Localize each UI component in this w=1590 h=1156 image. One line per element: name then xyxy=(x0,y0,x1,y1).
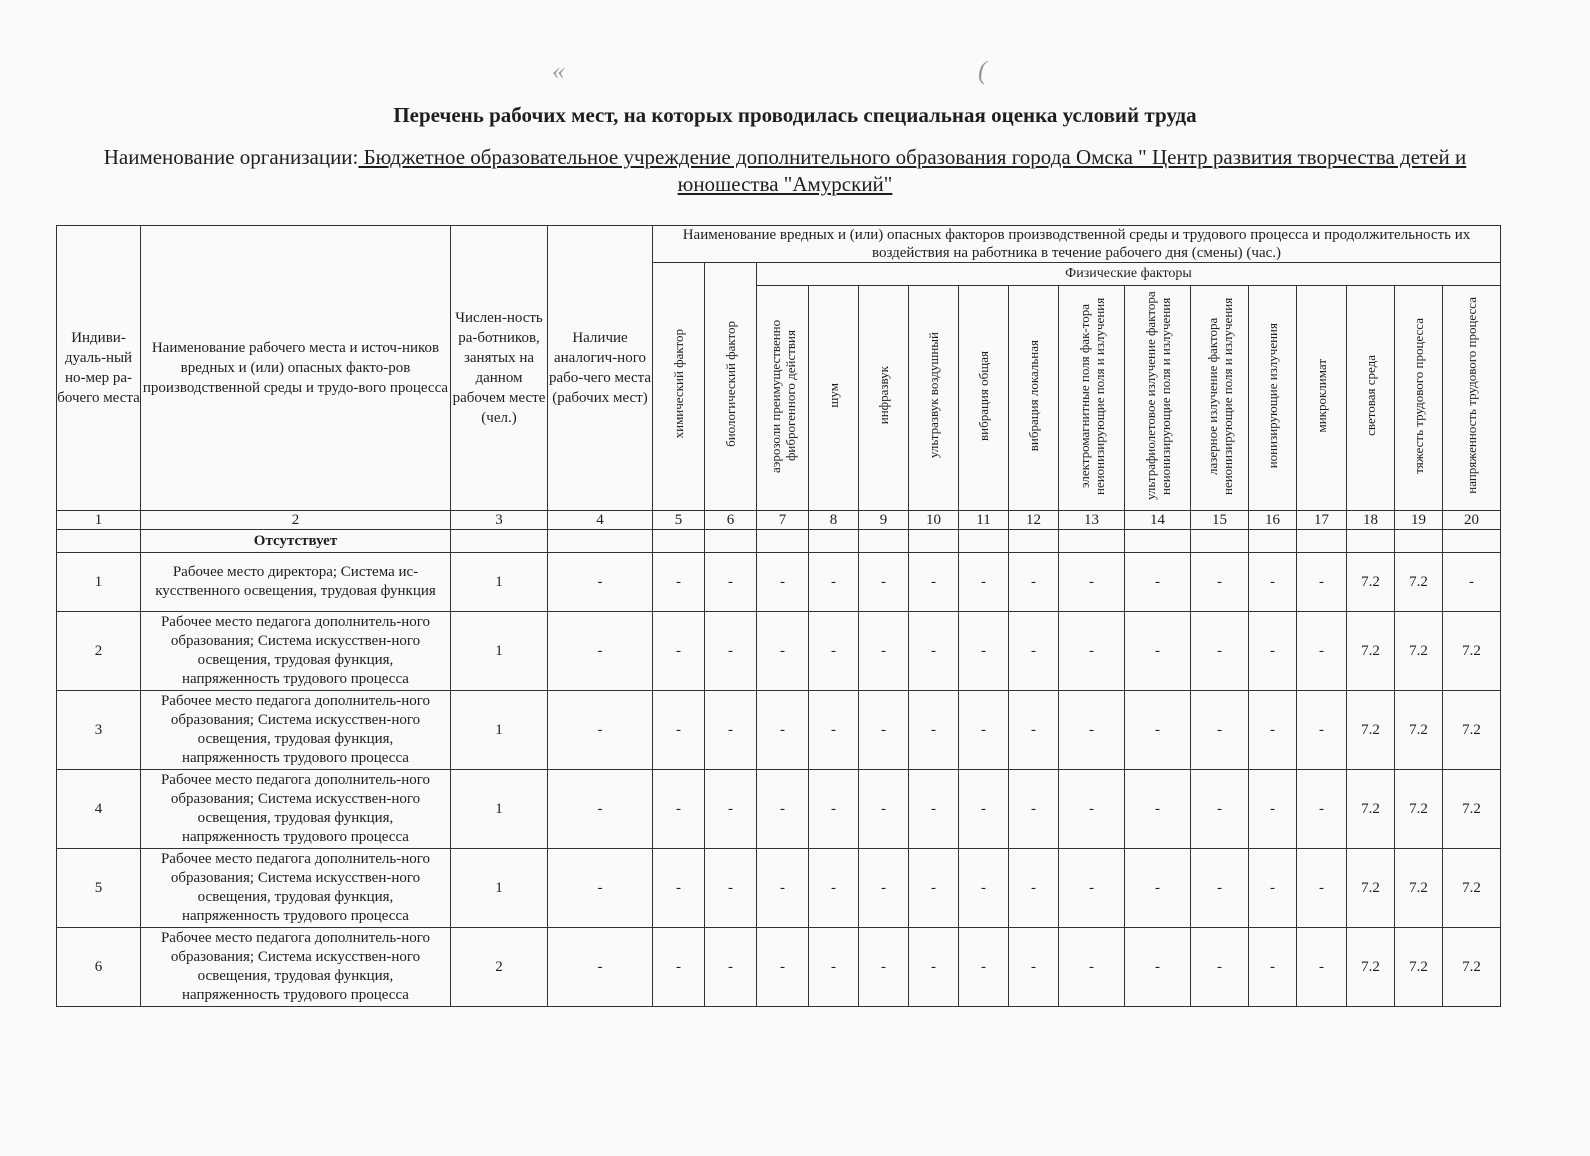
analog-workplace: - xyxy=(548,553,653,612)
factor-value-6: - xyxy=(705,691,757,770)
factor-value-17: - xyxy=(1297,612,1347,691)
workplace-number: 5 xyxy=(57,849,141,928)
factor-value-14: - xyxy=(1125,770,1191,849)
header-factor-8: шум xyxy=(809,286,859,511)
factor-value-20: - xyxy=(1443,553,1501,612)
header-physical-factors: Физические факторы xyxy=(757,263,1501,286)
factor-value-11: - xyxy=(959,770,1009,849)
factor-value-5: - xyxy=(653,849,705,928)
factor-value-6: - xyxy=(705,612,757,691)
factor-value-7: - xyxy=(757,770,809,849)
factor-value-9: - xyxy=(859,691,909,770)
factor-value-19: 7.2 xyxy=(1395,770,1443,849)
column-number: 18 xyxy=(1347,511,1395,530)
employee-count: 1 xyxy=(451,691,548,770)
factor-value-18: 7.2 xyxy=(1347,612,1395,691)
factor-value-13: - xyxy=(1059,612,1125,691)
factor-value-20: 7.2 xyxy=(1443,770,1501,849)
factor-value-16: - xyxy=(1249,553,1297,612)
scan-mark-left: « xyxy=(552,56,565,85)
factor-value-13: - xyxy=(1059,849,1125,928)
factor-value-8: - xyxy=(809,553,859,612)
factor-value-10: - xyxy=(909,691,959,770)
workplace-name: Рабочее место педагога дополнитель-ного образования; Система искусствен-ного освещения, трудовая функция, напряженность трудового процесса xyxy=(141,770,451,849)
factor-value-14: - xyxy=(1125,612,1191,691)
factor-value-7: - xyxy=(757,928,809,1007)
factor-value-10: - xyxy=(909,849,959,928)
employee-count: 1 xyxy=(451,553,548,612)
header-factor-6: биологический фактор xyxy=(705,263,757,511)
factor-value-10: - xyxy=(909,770,959,849)
factor-value-20: 7.2 xyxy=(1443,612,1501,691)
factor-value-5: - xyxy=(653,928,705,1007)
column-number: 1 xyxy=(57,511,141,530)
employee-count: 2 xyxy=(451,928,548,1007)
factor-value-14: - xyxy=(1125,691,1191,770)
factor-value-6: - xyxy=(705,928,757,1007)
column-number: 5 xyxy=(653,511,705,530)
factor-value-16: - xyxy=(1249,691,1297,770)
factor-value-11: - xyxy=(959,553,1009,612)
factor-value-18: 7.2 xyxy=(1347,770,1395,849)
factor-value-16: - xyxy=(1249,770,1297,849)
factor-value-17: - xyxy=(1297,553,1347,612)
workplace-number: 6 xyxy=(57,928,141,1007)
factor-value-18: 7.2 xyxy=(1347,553,1395,612)
column-number: 9 xyxy=(859,511,909,530)
employee-count: 1 xyxy=(451,849,548,928)
factor-value-14: - xyxy=(1125,553,1191,612)
workplace-name: Рабочее место педагога дополнитель-ного образования; Система искусствен-ного освещения, трудовая функция, напряженность трудового процесса xyxy=(141,691,451,770)
factor-value-11: - xyxy=(959,691,1009,770)
workplace-number: 4 xyxy=(57,770,141,849)
factor-value-8: - xyxy=(809,691,859,770)
factor-value-19: 7.2 xyxy=(1395,928,1443,1007)
factor-value-19: 7.2 xyxy=(1395,849,1443,928)
factor-value-19: 7.2 xyxy=(1395,691,1443,770)
column-number: 16 xyxy=(1249,511,1297,530)
column-numbers-row xyxy=(57,511,1501,530)
factor-value-20: 7.2 xyxy=(1443,691,1501,770)
table-row xyxy=(57,928,1501,1007)
column-number: 3 xyxy=(451,511,548,530)
factor-value-7: - xyxy=(757,553,809,612)
analog-workplace: - xyxy=(548,612,653,691)
workplace-number: 2 xyxy=(57,612,141,691)
organization-line xyxy=(75,144,1495,198)
header-employee-count: Числен-ность ра-ботников, занятых на данном рабочем месте (чел.) xyxy=(451,226,548,511)
factor-value-13: - xyxy=(1059,691,1125,770)
header-factor-9: инфразвук xyxy=(859,286,909,511)
factor-value-17: - xyxy=(1297,770,1347,849)
organization-name: Бюджетное образовательное учреждение дополнительного образования города Омска " Центр развития творчества детей и юношества "Амурский" xyxy=(358,145,1467,196)
analog-workplace: - xyxy=(548,928,653,1007)
table-row xyxy=(57,770,1501,849)
analog-workplace: - xyxy=(548,691,653,770)
column-number: 8 xyxy=(809,511,859,530)
column-number: 10 xyxy=(909,511,959,530)
factor-value-14: - xyxy=(1125,928,1191,1007)
factor-value-16: - xyxy=(1249,928,1297,1007)
factor-value-20: 7.2 xyxy=(1443,849,1501,928)
organization-label: Наименование организации: xyxy=(103,145,359,169)
workplace-name: Рабочее место директора; Система ис-кусственного освещения, трудовая функция xyxy=(141,553,451,612)
factor-value-18: 7.2 xyxy=(1347,691,1395,770)
analog-workplace: - xyxy=(548,770,653,849)
column-number: 17 xyxy=(1297,511,1347,530)
header-factor-5: химический фактор xyxy=(653,263,705,511)
factor-value-15: - xyxy=(1191,553,1249,612)
factor-value-11: - xyxy=(959,612,1009,691)
factor-value-16: - xyxy=(1249,849,1297,928)
factor-value-12: - xyxy=(1009,553,1059,612)
table-row xyxy=(57,553,1501,612)
workplace-name: Рабочее место педагога дополнитель-ного образования; Система искусствен-ного освещения, трудовая функция, напряженность трудового процесса xyxy=(141,849,451,928)
factor-value-15: - xyxy=(1191,928,1249,1007)
factor-value-15: - xyxy=(1191,849,1249,928)
factor-value-12: - xyxy=(1009,770,1059,849)
factor-value-15: - xyxy=(1191,770,1249,849)
factor-value-5: - xyxy=(653,770,705,849)
factor-value-6: - xyxy=(705,553,757,612)
workplace-name: Рабочее место педагога дополнитель-ного образования; Система искусствен-ного освещения, трудовая функция, напряженность трудового процесса xyxy=(141,928,451,1007)
header-factor-15: лазерное излучение фактора неионизирующие поля и излучения xyxy=(1191,286,1249,511)
factor-value-8: - xyxy=(809,612,859,691)
factor-value-16: - xyxy=(1249,612,1297,691)
factor-value-8: - xyxy=(809,928,859,1007)
factor-value-10: - xyxy=(909,553,959,612)
column-number: 12 xyxy=(1009,511,1059,530)
factor-value-5: - xyxy=(653,553,705,612)
factor-value-13: - xyxy=(1059,770,1125,849)
header-factor-11: вибрация общая xyxy=(959,286,1009,511)
factor-value-9: - xyxy=(859,612,909,691)
header-analog-workplace: Наличие аналогич-ного рабо-чего места (рабочих мест) xyxy=(548,226,653,511)
scan-mark-right: ( xyxy=(978,56,987,85)
workplace-number: 1 xyxy=(57,553,141,612)
factor-value-6: - xyxy=(705,849,757,928)
factor-value-7: - xyxy=(757,691,809,770)
factor-value-8: - xyxy=(809,770,859,849)
table-row xyxy=(57,849,1501,928)
factor-value-17: - xyxy=(1297,691,1347,770)
workplaces-table xyxy=(56,225,1501,1007)
column-number: 2 xyxy=(141,511,451,530)
header-workplace-number: Индиви-дуаль-ный но-мер ра-бочего места xyxy=(57,226,141,511)
workplace-number: 3 xyxy=(57,691,141,770)
column-number: 15 xyxy=(1191,511,1249,530)
header-factor-10: ультразвук воздушный xyxy=(909,286,959,511)
employee-count: 1 xyxy=(451,612,548,691)
factor-value-9: - xyxy=(859,928,909,1007)
factor-value-20: 7.2 xyxy=(1443,928,1501,1007)
factor-value-19: 7.2 xyxy=(1395,612,1443,691)
header-factor-18: световая среда xyxy=(1347,286,1395,511)
header-factor-7: аэрозоли преимущественно фиброгенного действия xyxy=(757,286,809,511)
column-number: 19 xyxy=(1395,511,1443,530)
factor-value-15: - xyxy=(1191,691,1249,770)
factor-value-7: - xyxy=(757,849,809,928)
factor-value-6: - xyxy=(705,770,757,849)
absent-label: Отсутствует xyxy=(141,530,451,553)
table-row xyxy=(57,691,1501,770)
factor-value-14: - xyxy=(1125,849,1191,928)
factor-value-12: - xyxy=(1009,928,1059,1007)
factor-value-8: - xyxy=(809,849,859,928)
column-number: 6 xyxy=(705,511,757,530)
factor-value-9: - xyxy=(859,553,909,612)
factor-value-19: 7.2 xyxy=(1395,553,1443,612)
factor-value-13: - xyxy=(1059,553,1125,612)
column-number: 7 xyxy=(757,511,809,530)
table-body xyxy=(57,511,1501,1007)
header-factor-12: вибрация локальная xyxy=(1009,286,1059,511)
header-factors-group: Наименование вредных и (или) опасных факторов производственной среды и трудового процесса и продолжительность их воздействия на работника в течение рабочего дня (смены) (час.) xyxy=(653,226,1501,263)
column-number: 11 xyxy=(959,511,1009,530)
header-factor-19: тяжесть трудового процесса xyxy=(1395,286,1443,511)
factor-value-9: - xyxy=(859,770,909,849)
factor-value-5: - xyxy=(653,612,705,691)
header-factor-13: электромагнитные поля фак-тора неионизирующие поля и излучения xyxy=(1059,286,1125,511)
absent-row xyxy=(57,530,1501,553)
factor-value-11: - xyxy=(959,849,1009,928)
factor-value-17: - xyxy=(1297,849,1347,928)
workplace-name: Рабочее место педагога дополнитель-ного образования; Система искусствен-ного освещения, трудовая функция, напряженность трудового процесса xyxy=(141,612,451,691)
column-number: 14 xyxy=(1125,511,1191,530)
factor-value-7: - xyxy=(757,612,809,691)
analog-workplace: - xyxy=(548,849,653,928)
factor-value-17: - xyxy=(1297,928,1347,1007)
page-title: Перечень рабочих мест, на которых проводилась специальная оценка условий труда xyxy=(393,103,1197,127)
column-number: 4 xyxy=(548,511,653,530)
factor-value-11: - xyxy=(959,928,1009,1007)
employee-count: 1 xyxy=(451,770,548,849)
header-factor-16: ионизирующие излучения xyxy=(1249,286,1297,511)
factor-value-12: - xyxy=(1009,849,1059,928)
header-factor-17: микроклимат xyxy=(1297,286,1347,511)
factor-value-13: - xyxy=(1059,928,1125,1007)
factor-value-9: - xyxy=(859,849,909,928)
factor-value-18: 7.2 xyxy=(1347,928,1395,1007)
factor-value-5: - xyxy=(653,691,705,770)
factor-value-15: - xyxy=(1191,612,1249,691)
factor-value-12: - xyxy=(1009,691,1059,770)
factor-value-10: - xyxy=(909,928,959,1007)
factor-value-18: 7.2 xyxy=(1347,849,1395,928)
header-factor-14: ультрафиолетовое излучение фактора неионизирующие поля и излучения xyxy=(1125,286,1191,511)
header-workplace-name: Наименование рабочего места и источ-ников вредных и (или) опасных факто-ров производственной среды и трудо-вого процесса xyxy=(141,226,451,511)
table-row xyxy=(57,612,1501,691)
header-factor-20: напряженность трудового процесса xyxy=(1443,286,1501,511)
column-number: 13 xyxy=(1059,511,1125,530)
factor-value-12: - xyxy=(1009,612,1059,691)
column-number: 20 xyxy=(1443,511,1501,530)
factor-value-10: - xyxy=(909,612,959,691)
